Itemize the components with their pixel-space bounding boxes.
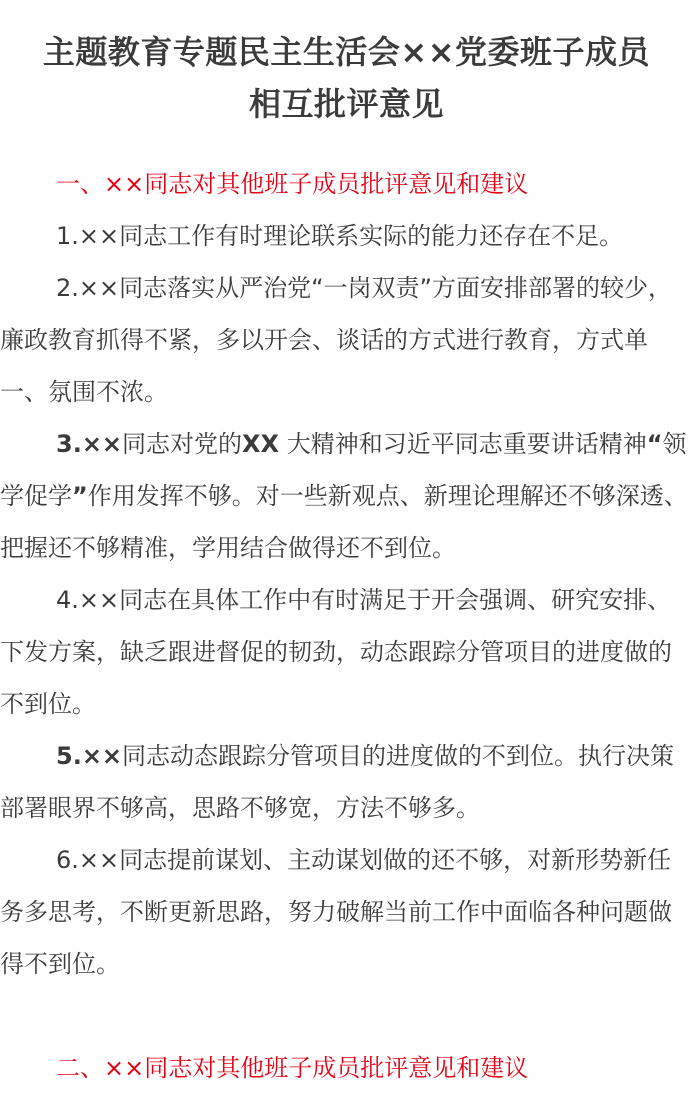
item-5: [0, 730, 693, 834]
item-2-number: 2.××: [56, 274, 120, 302]
item-5-number: 5.××: [56, 742, 123, 770]
section-gap: [0, 990, 693, 1042]
item-3-quote-close: ”: [72, 482, 88, 510]
item-3-bold-word: XX: [242, 430, 280, 458]
item-4-text: 同志在具体工作中有时满足于开会强调、研究安排、下发方案，缺乏跟进督促的韧劲，动态跟踪分管项目的进度做的不到位。: [0, 586, 672, 718]
item-3-quote-open: “: [646, 430, 663, 458]
item-3-mid: 领学促学: [0, 430, 687, 510]
item-3-text-2: 作用发挥不够。对一些新观点、新理论理解还不够深透、把握还不够精准，学用结合做得还不到位。: [0, 482, 688, 562]
item-6-number: 6.××: [56, 846, 120, 874]
item-5-text: 同志动态跟踪分管项目的进度做的不到位。执行决策部署眼界不够高，思路不够宽，方法不够多。: [0, 742, 675, 822]
item-1-text: 同志工作有时理论联系实际的能力还存在不足。: [119, 222, 624, 250]
section-2-heading: 二、××同志对其他班子成员批评意见和建议: [56, 1054, 529, 1082]
document-body: [0, 158, 693, 1094]
section-1-heading: 一、××同志对其他班子成员批评意见和建议: [56, 170, 529, 198]
item-3-pre: 同志对党的: [122, 430, 243, 458]
document-title: [0, 0, 693, 130]
item-4: [0, 574, 693, 730]
item-3-number: 3.××: [56, 430, 123, 458]
item-2: [0, 262, 693, 418]
title-line-1: 主题教育专题民主生活会××党委班子成员: [42, 33, 651, 71]
item-4-number: 4.××: [56, 586, 120, 614]
item-6: [0, 834, 693, 990]
item-3-text: 大精神和习近平同志重要讲话精神: [286, 430, 647, 458]
item-3: [0, 418, 693, 574]
item-2-text: 同志落实从严治党“一岗双责”方面安排部署的较少，廉政教育抓得不紧，多以开会、谈话的方式进行教育，方式单一、氛围不浓。: [0, 274, 672, 406]
item-1: [0, 210, 693, 262]
item-1-number: 1.××: [56, 222, 120, 250]
title-line-2: 相互批评意见: [248, 85, 444, 123]
item-6-text: 同志提前谋划、主动谋划做的还不够，对新形势新任务多思考，不断更新思路，努力破解当前工作中面临各种问题做得不到位。: [0, 846, 672, 978]
